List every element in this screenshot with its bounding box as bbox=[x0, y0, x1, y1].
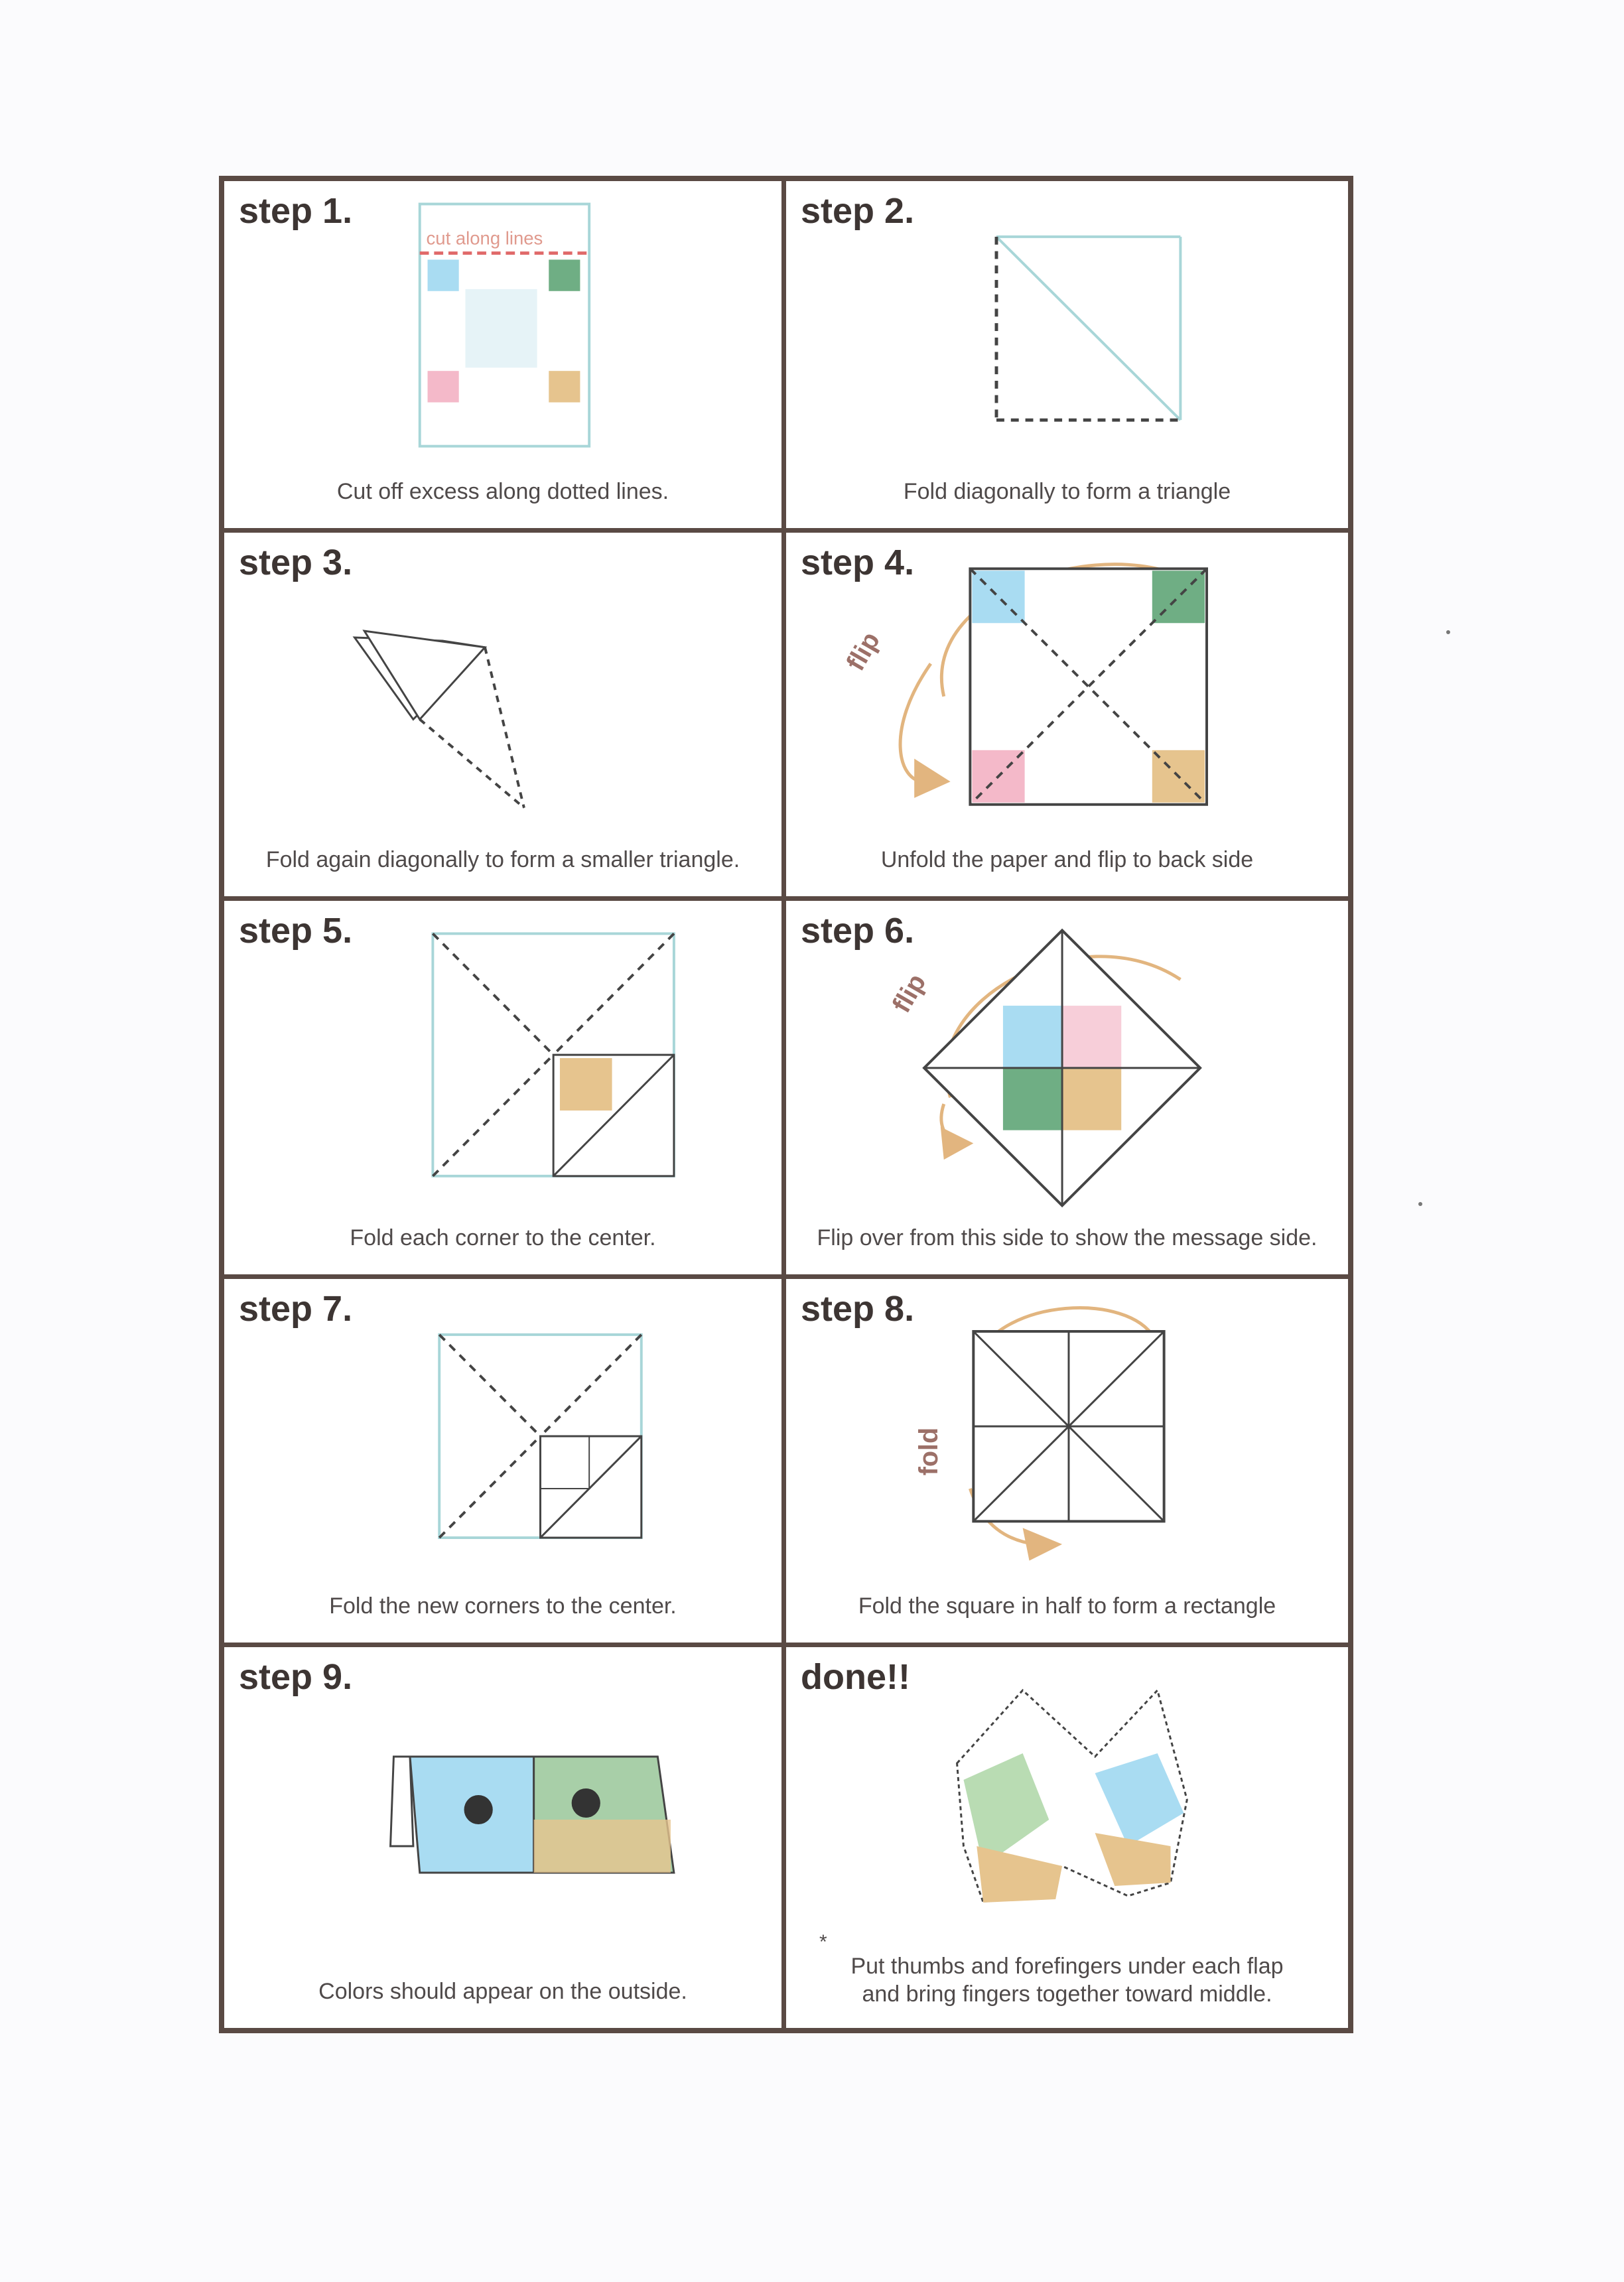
step-caption: Fold the square in half to form a rectangle bbox=[858, 1593, 1276, 1619]
step-1-panel bbox=[224, 181, 786, 533]
step-9-panel bbox=[224, 1647, 786, 2028]
step-title: step 4. bbox=[801, 543, 915, 582]
step-title: step 1. bbox=[239, 191, 353, 231]
step-6-panel bbox=[786, 901, 1348, 1279]
step-4-panel bbox=[786, 533, 1348, 901]
step-5-panel bbox=[224, 901, 786, 1279]
step-3-illustration bbox=[224, 533, 781, 896]
paper-speck bbox=[1446, 630, 1450, 634]
step-2-illustration bbox=[786, 181, 1348, 528]
caption-line-2: and bring fingers together toward middle. bbox=[862, 1981, 1272, 2007]
step-caption: Unfold the paper and flip to back side bbox=[880, 847, 1254, 872]
step-caption: Flip over from this side to show the message side. bbox=[817, 1225, 1318, 1250]
cut-label: cut along lines bbox=[426, 228, 543, 249]
step-7-illustration bbox=[224, 1279, 781, 1643]
step-9-illustration bbox=[224, 1647, 781, 2028]
fold-label: fold bbox=[914, 1427, 943, 1476]
step-2-panel bbox=[786, 181, 1348, 533]
step-1-illustration bbox=[224, 181, 781, 528]
step-8-panel bbox=[786, 1279, 1348, 1647]
step-caption: Fold again diagonally to form a smaller triangle. bbox=[265, 847, 740, 872]
step-caption: Fold each corner to the center. bbox=[350, 1225, 656, 1250]
step-title: step 5. bbox=[239, 911, 353, 951]
flip-label: flip bbox=[841, 627, 886, 676]
step-title: done!! bbox=[801, 1657, 910, 1697]
step-8-illustration bbox=[786, 1279, 1348, 1643]
step-7-panel bbox=[224, 1279, 786, 1647]
step-caption: Fold diagonally to form a triangle bbox=[903, 479, 1231, 504]
paper-speck bbox=[1418, 1202, 1422, 1206]
step-title: step 2. bbox=[801, 191, 915, 231]
step-3-panel bbox=[224, 533, 786, 901]
step-title: step 6. bbox=[801, 911, 915, 951]
instruction-sheet bbox=[219, 176, 1353, 2033]
step-caption: Fold the new corners to the center. bbox=[329, 1593, 677, 1619]
flip-label: flip bbox=[886, 969, 932, 1018]
step-title: step 3. bbox=[239, 543, 353, 582]
note-bullet: * bbox=[819, 1931, 827, 1953]
step-caption bbox=[786, 1952, 1348, 2008]
step-6-illustration bbox=[786, 901, 1348, 1274]
step-title: step 8. bbox=[801, 1289, 915, 1329]
step-caption: Colors should appear on the outside. bbox=[318, 1979, 687, 2004]
step-5-illustration bbox=[224, 901, 781, 1274]
caption-line-1: Put thumbs and forefingers under each flap bbox=[850, 1954, 1284, 1979]
done-panel bbox=[786, 1647, 1348, 2028]
step-caption: Cut off excess along dotted lines. bbox=[336, 479, 669, 504]
step-title: step 9. bbox=[239, 1657, 353, 1697]
step-title: step 7. bbox=[239, 1289, 353, 1329]
step-4-illustration bbox=[786, 533, 1348, 896]
